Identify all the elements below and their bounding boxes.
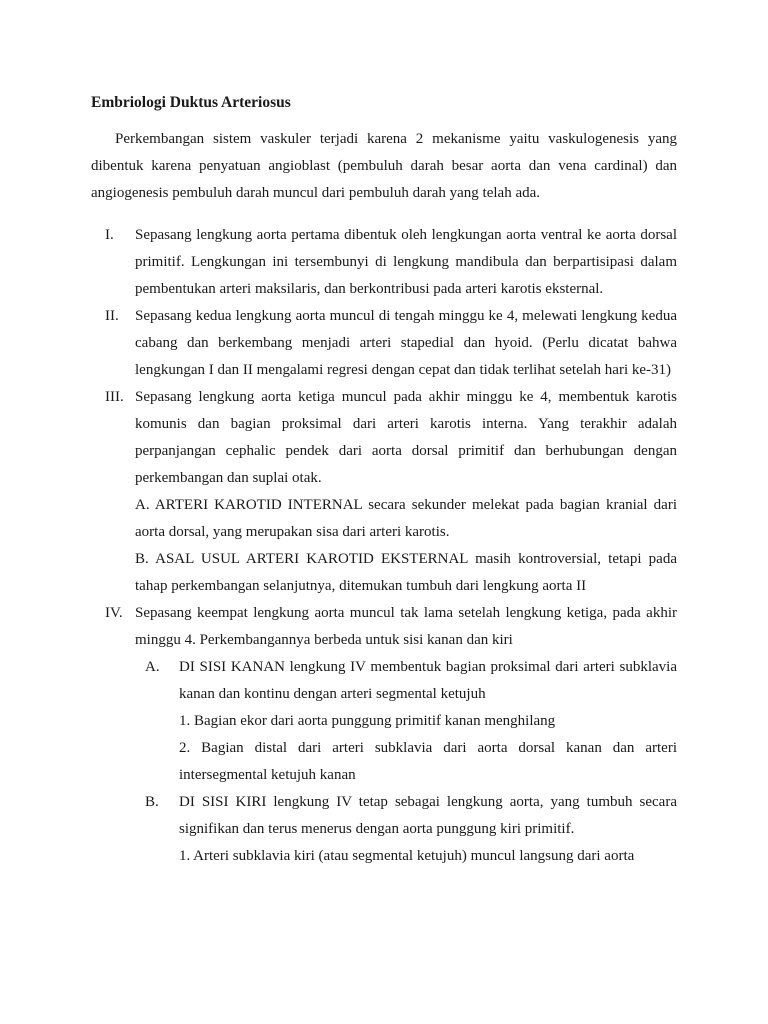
sub-item-label: B.: [145, 794, 159, 810]
sub-paragraph-b: B. ASAL USUL ARTERI KAROTID EKSTERNAL masih kontroversial, tetapi pada tahap perkembangan selanjutnya, ditemukan tumbuh dari lengkung aorta II: [135, 551, 677, 594]
sub-item-b: [135, 789, 677, 870]
list-number: III.: [105, 389, 124, 405]
list-item-text: Sepasang keempat lengkung aorta muncul tak lama setelah lengkung ketiga, pada akhir minggu 4. Perkembangannya berbeda untuk sisi kanan dan kiri: [135, 605, 677, 648]
list-number: I.: [105, 227, 114, 243]
nested-point-1: 1. Bagian ekor dari aorta punggung primitif kanan menghilang: [179, 713, 556, 729]
list-item-text: Sepasang lengkung aorta ketiga muncul pada akhir minggu ke 4, membentuk karotis komunis dan bagian proksimal dari arteri karotis interna. Yang terakhir adalah perpanjangan cephalic pendek dari aorta dorsal primitif dan berhubungan dengan perkembangan dan suplai otak.: [135, 389, 677, 486]
list-item-i: [91, 222, 677, 303]
intro-paragraph: Perkembangan sistem vaskuler terjadi karena 2 mekanisme yaitu vaskulogenesis yang dibentuk karena penyatuan angioblast (pembuluh darah besar aorta dan vena cardinal) dan angiogenesis pembuluh darah muncul dari pembuluh darah yang telah ada.: [91, 131, 677, 201]
roman-numbered-list: [91, 222, 677, 870]
list-number: II.: [105, 308, 119, 324]
list-item-iii: [91, 384, 677, 600]
list-item-text: Sepasang lengkung aorta pertama dibentuk oleh lengkungan aorta ventral ke aorta dorsal primitif. Lengkungan ini tersembunyi di lengkung mandibula dan berpartisipasi dalam pembentukan arteri maksilaris, dan berkontribusi pada arteri karotis eksternal.: [135, 227, 677, 297]
sub-item-label: A.: [145, 659, 160, 675]
sub-paragraph-a: A. ARTERI KAROTID INTERNAL secara sekunder melekat pada bagian kranial dari aorta dorsal, yang merupakan sisa dari arteri karotis.: [135, 497, 677, 540]
sub-item-text: DI SISI KANAN lengkung IV membentuk bagian proksimal dari arteri subklavia kanan dan kontinu dengan arteri segmental ketujuh: [179, 659, 677, 702]
nested-point-2: 2. Bagian distal dari arteri subklavia dari aorta dorsal kanan dan arteri intersegmental ketujuh kanan: [179, 740, 677, 783]
list-item-ii: [91, 303, 677, 384]
sub-item-a: [135, 654, 677, 789]
sub-item-text: DI SISI KIRI lengkung IV tetap sebagai lengkung aorta, yang tumbuh secara signifikan dan terus menerus dengan aorta punggung kiri primitif.: [179, 794, 677, 837]
document-title: Embriologi Duktus Arteriosus: [91, 94, 291, 111]
list-item-iv: [91, 600, 677, 870]
nested-point-1: 1. Arteri subklavia kiri (atau segmental ketujuh) muncul langsung dari aorta: [179, 848, 635, 864]
list-item-text: Sepasang kedua lengkung aorta muncul di tengah minggu ke 4, melewati lengkung kedua cabang dan berkembang menjadi arteri stapedial dan hyoid. (Perlu dicatat bahwa lengkungan I dan II mengalami regresi dengan cepat dan tidak terlihat setelah hari ke-31): [135, 308, 677, 378]
list-number: IV.: [105, 605, 123, 621]
